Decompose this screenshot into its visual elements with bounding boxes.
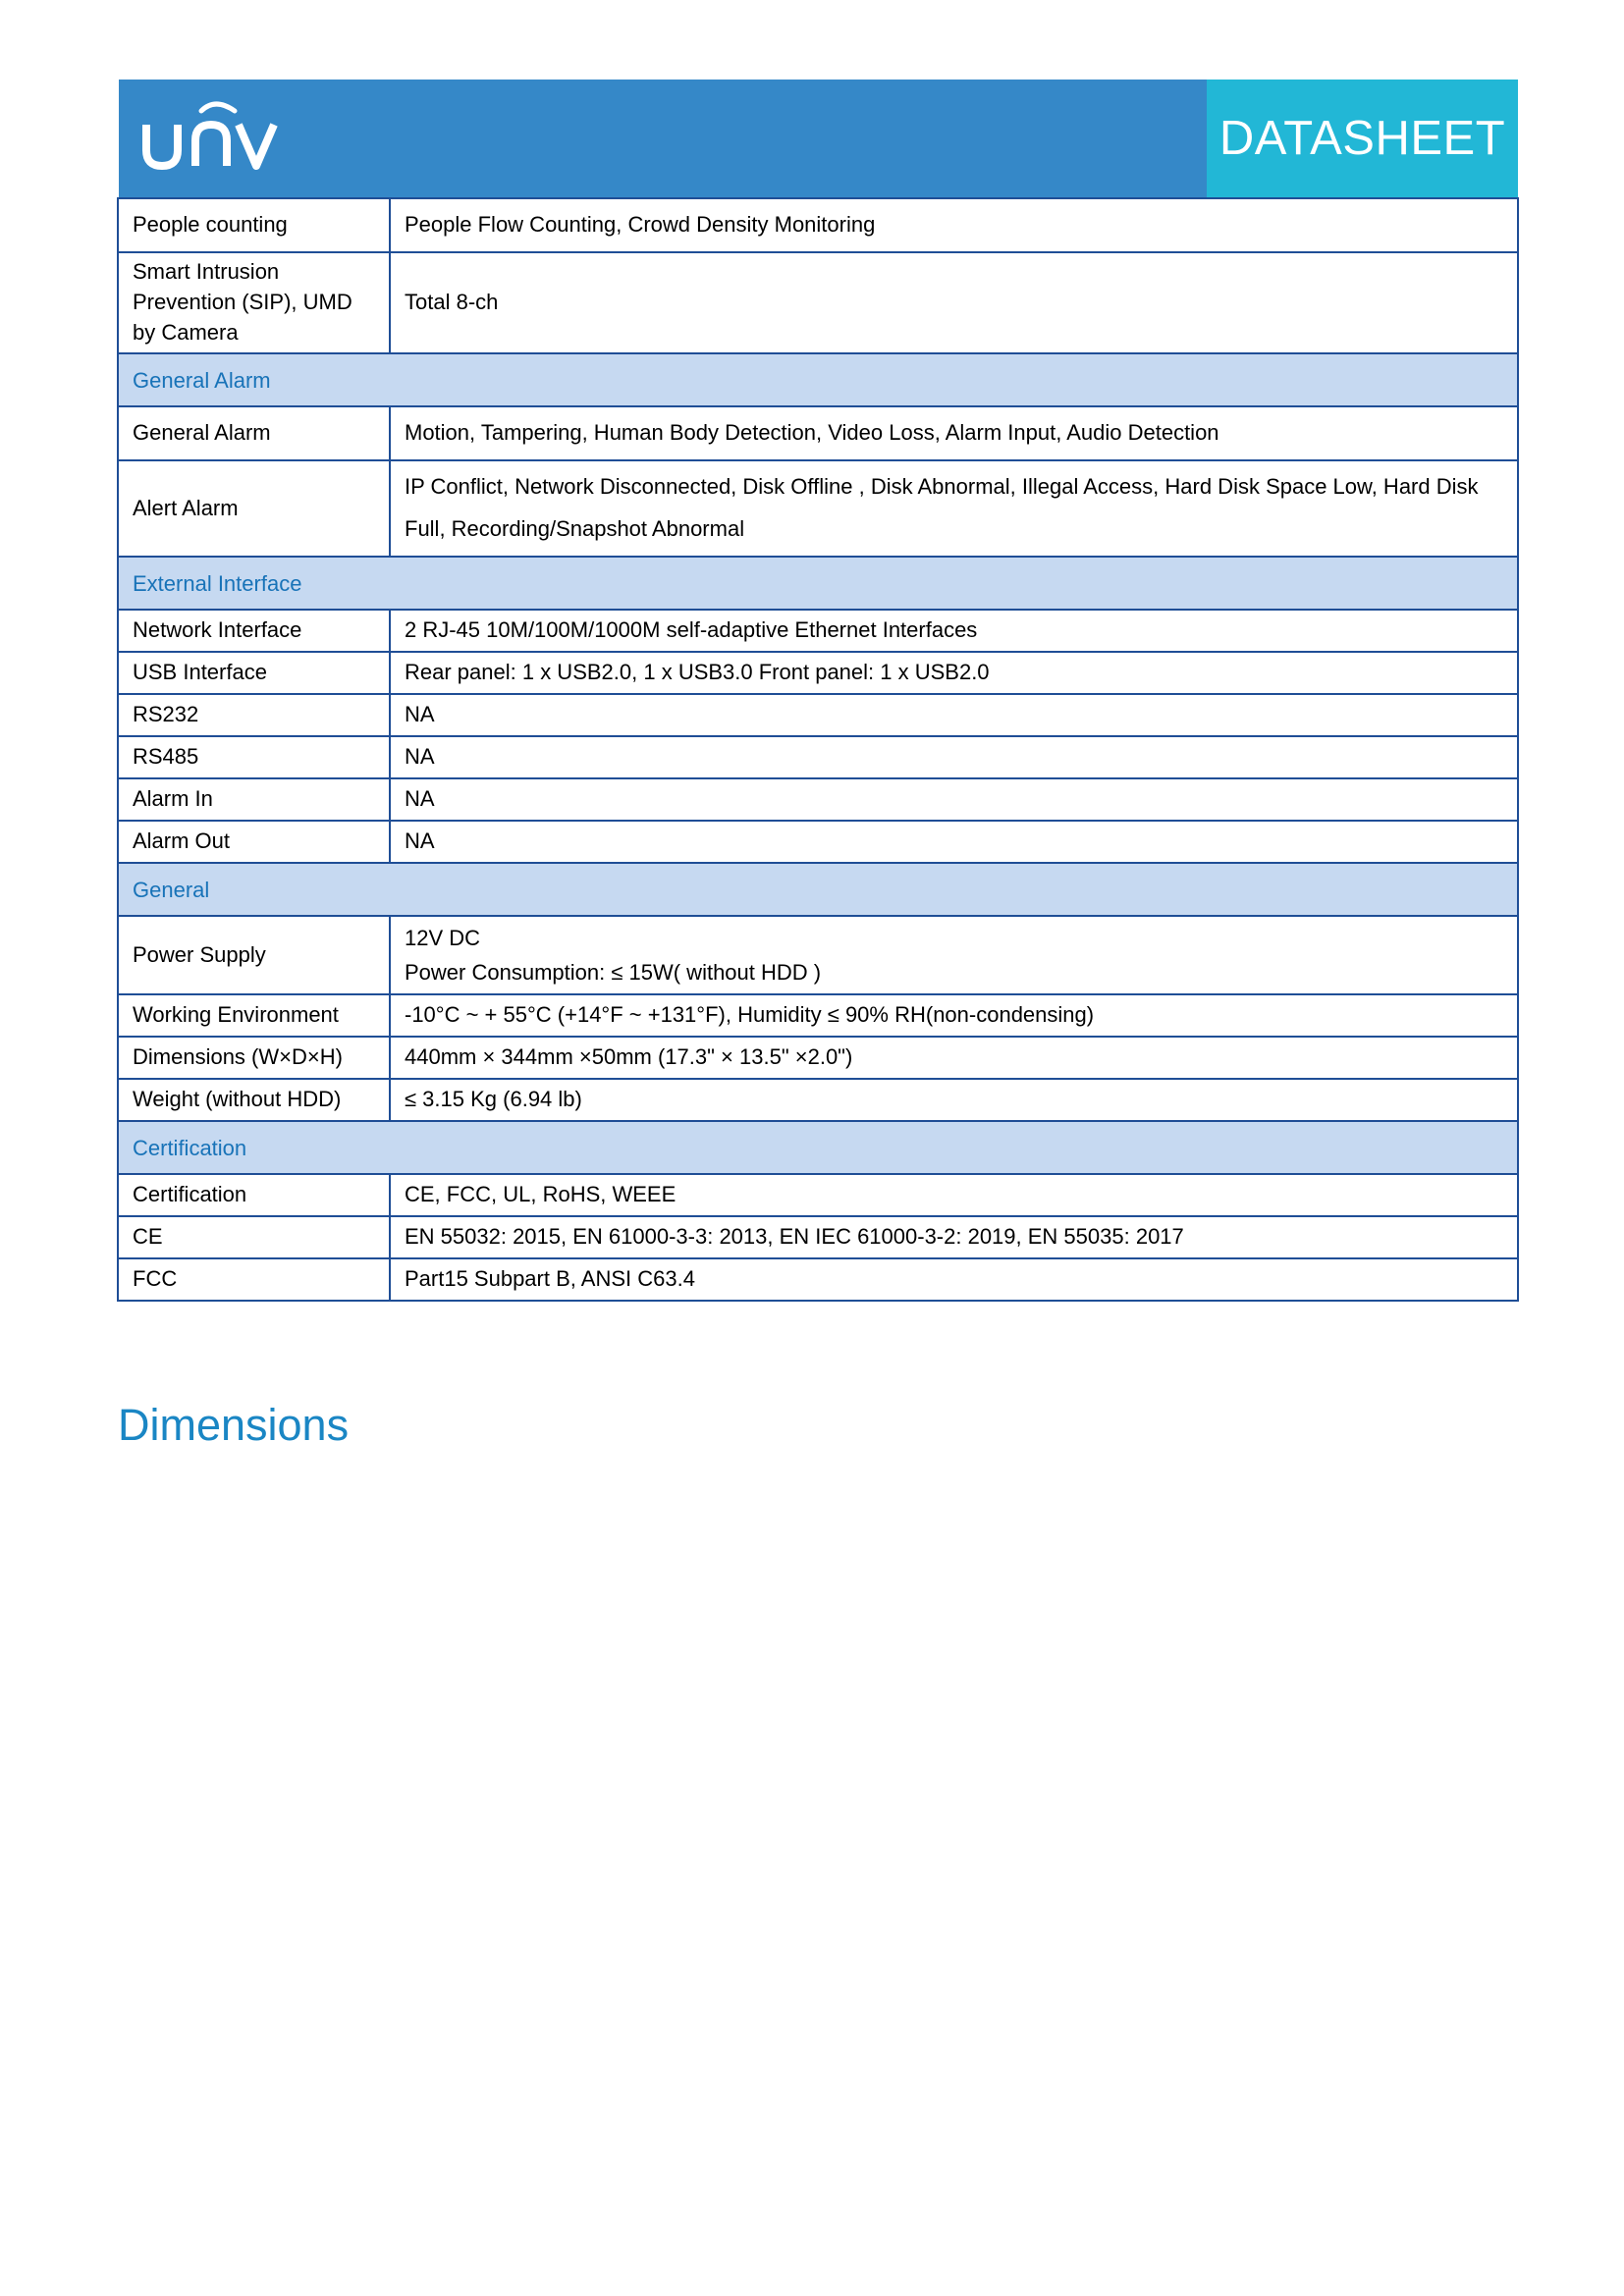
dimensions-heading: Dimensions [118, 1400, 350, 1450]
spec-value-line: Power Consumption: ≤ 15W( without HDD ) [405, 960, 822, 985]
spec-label: Network Interface [118, 610, 390, 652]
spec-row [118, 1079, 1518, 1121]
spec-row [118, 694, 1518, 736]
spec-value: Part15 Subpart B, ANSI C63.4 [390, 1258, 1518, 1301]
spec-label: People counting [118, 198, 390, 252]
unv-logo-icon [140, 99, 288, 176]
spec-value: EN 55032: 2015, EN 61000-3-3: 2013, EN IEC 61000-3-2: 2019, EN 55035: 2017 [390, 1216, 1518, 1258]
spec-value-line: 12V DC [405, 925, 481, 950]
spec-value: 440mm × 344mm ×50mm (17.3" × 13.5" ×2.0") [390, 1037, 1518, 1079]
spec-value: 2 RJ-45 10M/100M/1000M self-adaptive Ethernet Interfaces [390, 610, 1518, 652]
section-row [118, 557, 1518, 610]
spec-label: USB Interface [118, 652, 390, 694]
spec-row [118, 406, 1518, 460]
spec-table [117, 197, 1519, 1302]
spec-value: Motion, Tampering, Human Body Detection, Video Loss, Alarm Input, Audio Detection [390, 406, 1518, 460]
spec-row [118, 1174, 1518, 1216]
spec-row [118, 610, 1518, 652]
section-row [118, 1121, 1518, 1174]
section-row [118, 863, 1518, 916]
spec-row [118, 252, 1518, 353]
spec-value: NA [390, 694, 1518, 736]
spec-label: RS232 [118, 694, 390, 736]
spec-label: CE [118, 1216, 390, 1258]
section-heading: External Interface [118, 557, 1518, 610]
spec-label: Alarm In [118, 778, 390, 821]
spec-value: ≤ 3.15 Kg (6.94 lb) [390, 1079, 1518, 1121]
spec-row [118, 1258, 1518, 1301]
spec-row [118, 198, 1518, 252]
spec-label: Alarm Out [118, 821, 390, 863]
spec-value: NA [390, 821, 1518, 863]
spec-label: General Alarm [118, 406, 390, 460]
spec-label: Dimensions (W×D×H) [118, 1037, 390, 1079]
spec-label: Working Environment [118, 994, 390, 1037]
datasheet-badge: DATASHEET [1207, 80, 1518, 197]
spec-row [118, 916, 1518, 994]
unv-logo [140, 99, 288, 176]
section-heading: General Alarm [118, 353, 1518, 406]
spec-label: Alert Alarm [118, 460, 390, 557]
spec-value: IP Conflict, Network Disconnected, Disk Offline , Disk Abnormal, Illegal Access, Hard Disk Space Low, Hard Disk Full, Recording/Snapshot Abnormal [390, 460, 1518, 557]
spec-value: CE, FCC, UL, RoHS, WEEE [390, 1174, 1518, 1216]
section-row [118, 353, 1518, 406]
spec-row [118, 460, 1518, 557]
spec-value: -10°C ~ + 55°C (+14°F ~ +131°F), Humidity ≤ 90% RH(non-condensing) [390, 994, 1518, 1037]
spec-label: RS485 [118, 736, 390, 778]
spec-label: Smart Intrusion Prevention (SIP), UMD by Camera [118, 252, 390, 353]
spec-value: Rear panel: 1 x USB2.0, 1 x USB3.0 Front panel: 1 x USB2.0 [390, 652, 1518, 694]
spec-label: Power Supply [118, 916, 390, 994]
spec-row [118, 778, 1518, 821]
section-heading: Certification [118, 1121, 1518, 1174]
spec-label: Certification [118, 1174, 390, 1216]
spec-label: Weight (without HDD) [118, 1079, 390, 1121]
spec-row [118, 736, 1518, 778]
spec-row [118, 1037, 1518, 1079]
spec-value: NA [390, 736, 1518, 778]
spec-row [118, 821, 1518, 863]
spec-value: Total 8-ch [390, 252, 1518, 353]
datasheet-header [119, 80, 1518, 197]
spec-value: NA [390, 778, 1518, 821]
spec-label: FCC [118, 1258, 390, 1301]
section-heading: General [118, 863, 1518, 916]
spec-value: People Flow Counting, Crowd Density Monitoring [390, 198, 1518, 252]
spec-row [118, 994, 1518, 1037]
spec-row [118, 1216, 1518, 1258]
spec-row [118, 652, 1518, 694]
spec-value [390, 916, 1518, 994]
